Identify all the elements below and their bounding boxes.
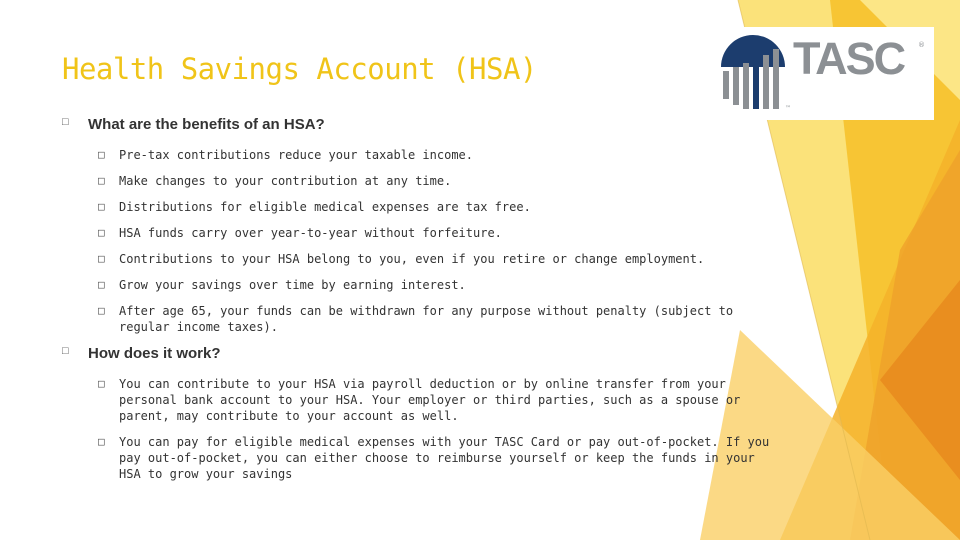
square-bullet-icon: □ [98, 226, 105, 239]
list-item [62, 277, 782, 293]
list-item [62, 434, 782, 482]
square-bullet-icon: □ [98, 148, 105, 161]
list-item-text: Grow your savings over time by earning interest. [119, 278, 466, 292]
square-bullet-icon: □ [98, 174, 105, 187]
list-item-text: You can pay for eligible medical expenses with your TASC Card or pay out-of-pocket. If you pay out-of-pocket, you can either choose to reimburse yourself or keep the funds in your HSA to grow your savings [119, 435, 770, 481]
slide-body [62, 116, 782, 492]
square-bullet-icon: □ [98, 278, 105, 291]
square-bullet-icon: □ [98, 304, 105, 317]
list-item-text: After age 65, your funds can be withdrawn for any purpose without penalty (subject to regular income taxes). [119, 304, 734, 334]
registered-mark: ® [918, 41, 925, 49]
square-bullet-icon: □ [98, 200, 105, 213]
list-item [62, 376, 782, 424]
list-item-text: Distributions for eligible medical expenses are tax free. [119, 200, 531, 214]
tasc-logo-wordmark: TASC [793, 33, 905, 84]
section-heading-text: How does it work? [88, 345, 221, 362]
list-item-text: Make changes to your contribution at any time. [119, 174, 452, 188]
list-item-text: Pre-tax contributions reduce your taxable income. [119, 148, 474, 162]
list-item-text: You can contribute to your HSA via payroll deduction or by online transfer from your personal bank account to your HSA. Your employer or third parties, such as a spouse or parent, may contribute to your account as well. [119, 377, 741, 423]
list-item [62, 199, 782, 215]
square-bullet-icon: □ [98, 377, 105, 390]
list-item-text: HSA funds carry over year-to-year without forfeiture. [119, 226, 502, 240]
trademark-mark: ™ [785, 105, 791, 112]
section-heading-how-it-works [62, 345, 782, 362]
slide-title: Health Savings Account (HSA) [62, 52, 537, 86]
list-item [62, 147, 782, 163]
tasc-logo-mark-icon [713, 27, 793, 120]
list-item [62, 173, 782, 189]
square-bullet-icon: □ [98, 435, 105, 448]
section-heading-text: What are the benefits of an HSA? [88, 116, 325, 133]
list-item-text: Contributions to your HSA belong to you, even if you retire or change employment. [119, 252, 705, 266]
list-item [62, 303, 782, 335]
tasc-logo [713, 27, 934, 120]
square-bullet-icon: □ [62, 345, 69, 357]
section-heading-benefits [62, 116, 782, 133]
list-item [62, 251, 782, 267]
list-item [62, 225, 782, 241]
square-bullet-icon: □ [62, 116, 69, 128]
square-bullet-icon: □ [98, 252, 105, 265]
